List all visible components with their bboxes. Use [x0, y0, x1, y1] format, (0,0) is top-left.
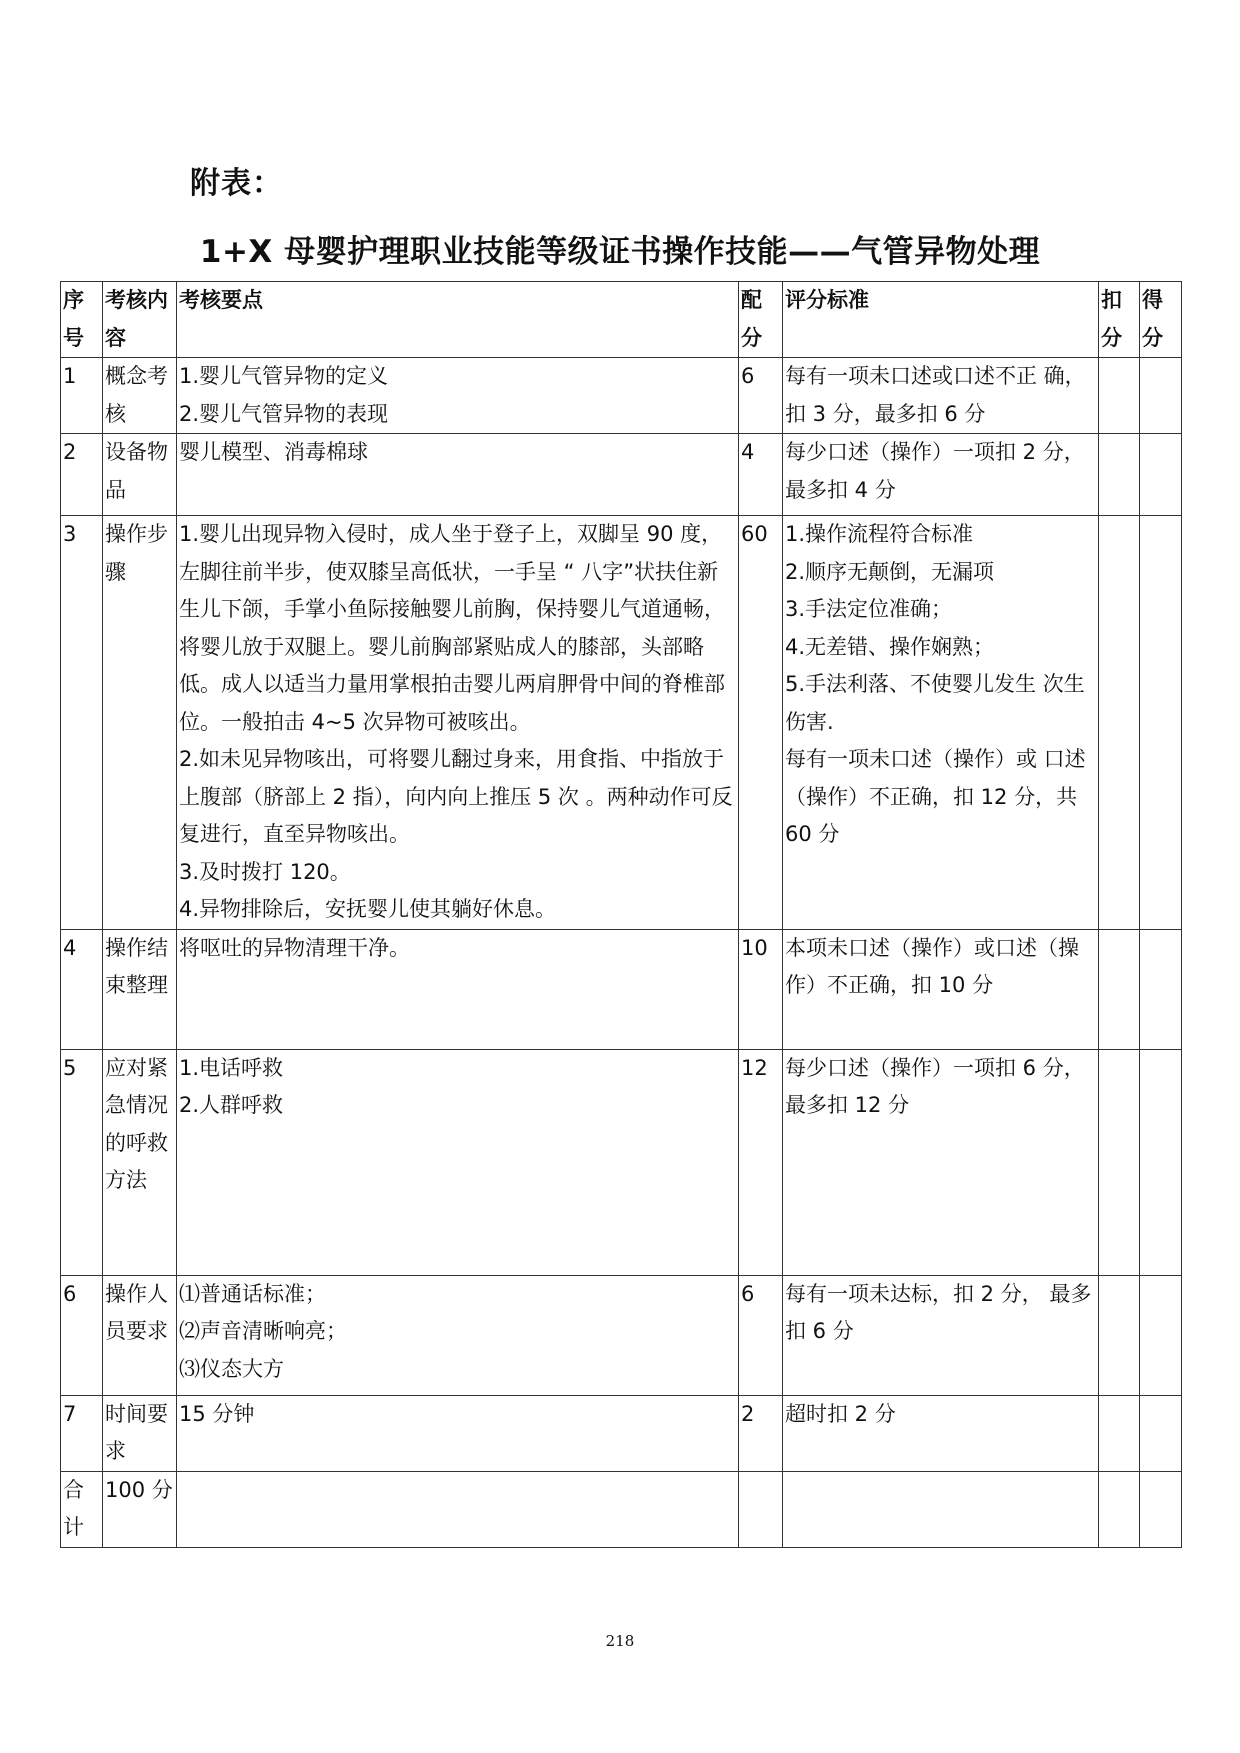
row-deduct — [1099, 1275, 1140, 1395]
row-points: 婴儿模型、消毒棉球 — [177, 434, 739, 516]
row-content: 操作结束整理 — [103, 929, 177, 1049]
header-no: 序号 — [61, 282, 103, 358]
header-criteria: 评分标准 — [783, 282, 1099, 358]
document-title: 1+X 母婴护理职业技能等级证书操作技能——气管异物处理 — [199, 234, 1041, 270]
row-score: 6 — [739, 1275, 783, 1395]
row-content: 操作步骤 — [103, 516, 177, 930]
row-score: 12 — [739, 1049, 783, 1275]
total-deduct — [1099, 1471, 1140, 1547]
total-earned — [1140, 1471, 1182, 1547]
row-points: 将呕吐的异物清理干净。 — [177, 929, 739, 1049]
row-no: 6 — [61, 1275, 103, 1395]
total-score — [739, 1471, 783, 1547]
row-no: 3 — [61, 516, 103, 930]
table-total-row — [61, 1471, 1182, 1547]
row-deduct — [1099, 929, 1140, 1049]
table-header-row — [61, 282, 1182, 358]
row-deduct — [1099, 516, 1140, 930]
row-score: 6 — [739, 358, 783, 434]
table-row — [61, 358, 1182, 434]
row-criteria: 每有一项未达标，扣 2 分， 最多扣 6 分 — [783, 1275, 1099, 1395]
row-criteria: 1.操作流程符合标准 2.顺序无颠倒，无漏项 3.手法定位准确； 4.无差错、操作娴熟； 5.手法利落、不使婴儿发生 次生伤害. 每有一项未口述（操作）或 口述（操作）不正确，扣 12 分，共 60 分 — [783, 516, 1099, 930]
row-content: 操作人员要求 — [103, 1275, 177, 1395]
row-content: 应对紧急情况的呼救方法 — [103, 1049, 177, 1275]
row-no: 2 — [61, 434, 103, 516]
row-content: 概念考核 — [103, 358, 177, 434]
table-row — [61, 1275, 1182, 1395]
table-row — [61, 434, 1182, 516]
header-content: 考核内容 — [103, 282, 177, 358]
total-points — [177, 1471, 739, 1547]
row-no: 5 — [61, 1049, 103, 1275]
row-deduct — [1099, 358, 1140, 434]
row-deduct — [1099, 1395, 1140, 1471]
total-criteria — [783, 1471, 1099, 1547]
row-points: 1.婴儿气管异物的定义 2.婴儿气管异物的表现 — [177, 358, 739, 434]
row-content: 设备物品 — [103, 434, 177, 516]
row-criteria: 每少口述（操作）一项扣 2 分，最多扣 4 分 — [783, 434, 1099, 516]
row-earned — [1140, 1049, 1182, 1275]
row-deduct — [1099, 1049, 1140, 1275]
row-score: 2 — [739, 1395, 783, 1471]
row-criteria: 每少口述（操作）一项扣 6 分，最多扣 12 分 — [783, 1049, 1099, 1275]
total-value: 100 分 — [103, 1471, 177, 1547]
page-number: 218 — [605, 1632, 635, 1650]
row-criteria: 每有一项未口述或口述不正 确，扣 3 分，最多扣 6 分 — [783, 358, 1099, 434]
row-earned — [1140, 1275, 1182, 1395]
row-points: 15 分钟 — [177, 1395, 739, 1471]
row-no: 4 — [61, 929, 103, 1049]
row-score: 60 — [739, 516, 783, 930]
row-criteria: 超时扣 2 分 — [783, 1395, 1099, 1471]
appendix-label: 附表： — [190, 166, 283, 201]
scoring-table — [60, 281, 1182, 1548]
row-no: 7 — [61, 1395, 103, 1471]
table-row — [61, 516, 1182, 930]
row-earned — [1140, 434, 1182, 516]
row-earned — [1140, 929, 1182, 1049]
row-points: ⑴普通话标准； ⑵声音清晰响亮； ⑶仪态大方 — [177, 1275, 739, 1395]
header-deduct: 扣分 — [1099, 282, 1140, 358]
row-earned — [1140, 358, 1182, 434]
table-row — [61, 1049, 1182, 1275]
header-earned: 得分 — [1140, 282, 1182, 358]
row-deduct — [1099, 434, 1140, 516]
header-points: 考核要点 — [177, 282, 739, 358]
table-row — [61, 1395, 1182, 1471]
total-label: 合计 — [61, 1471, 103, 1547]
table-row — [61, 929, 1182, 1049]
row-earned — [1140, 516, 1182, 930]
row-points: 1.婴儿出现异物入侵时，成人坐于登子上，双脚呈 90 度，左脚往前半步，使双膝呈高低状，一手呈 “ 八字”状扶住新生儿下颌，手掌小鱼际接触婴儿前胸，保持婴儿气道通畅，将婴儿放于双腿上。婴儿前胸部紧贴成人的膝部，头部略低。成人以适当力量用掌根拍击婴儿两肩胛骨中间的脊椎部位。一般拍击 4~5 次异物可被咳出。 2.如未见异物咳出，可将婴儿翻过身来，用食指、中指放于上腹部（脐部上 2 指），向内向上推压 5 次 。两种动作可反复进行，直至异物咳出。 3.及时拨打 120。 4.异物排除后，安抚婴儿使其躺好休息。 — [177, 516, 739, 930]
row-content: 时间要求 — [103, 1395, 177, 1471]
header-score: 配分 — [739, 282, 783, 358]
row-no: 1 — [61, 358, 103, 434]
row-earned — [1140, 1395, 1182, 1471]
row-points: 1.电话呼救 2.人群呼救 — [177, 1049, 739, 1275]
row-score: 10 — [739, 929, 783, 1049]
row-score: 4 — [739, 434, 783, 516]
row-criteria: 本项未口述（操作）或口述（操作）不正确，扣 10 分 — [783, 929, 1099, 1049]
